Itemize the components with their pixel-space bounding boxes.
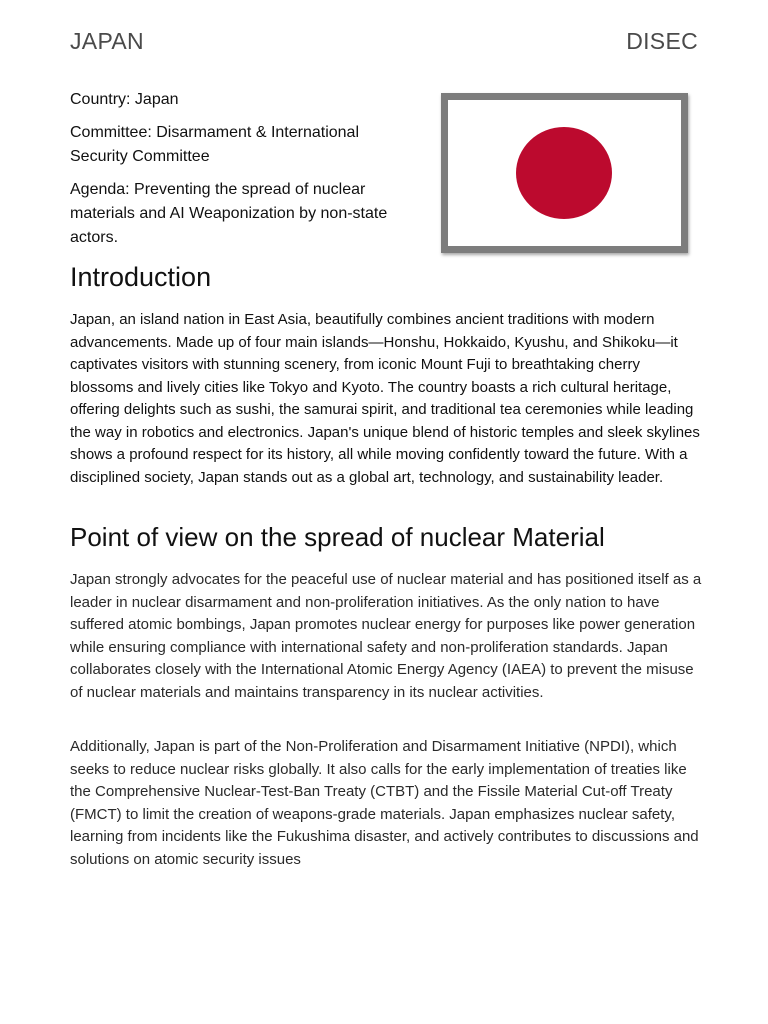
point-of-view-paragraph-2: Additionally, Japan is part of the Non-Proliferation and Disarmament Initiative (NPDI), which seeks to reduce nuclear risks globally. It also calls for the early implementation of treaties like the Comprehensive Nuclear-Test-Ban Treaty (CTBT) and the Fissile Material Cut-off Treaty (FMCT) to limit the creation of weapons-grade materials. Japan emphasizes nuclear safety, learning from incidents like the Fukushima disaster, and actively contributes to discussions and solutions on atomic security issues bbox=[70, 738, 699, 868]
agenda-line: Agenda: Preventing the spread of nuclear materials and AI Weaponization by non-state actors. bbox=[70, 181, 388, 246]
introduction-heading: Introduction bbox=[70, 262, 212, 292]
committee-line: Committee: Disarmament & International Security Committee bbox=[70, 124, 359, 165]
position-paper-meta bbox=[70, 88, 415, 259]
header-committee-code: DISEC bbox=[626, 28, 698, 54]
header-country-code: JAPAN bbox=[70, 28, 144, 54]
japan-flag-icon bbox=[441, 93, 688, 253]
introduction-paragraph: Japan, an island nation in East Asia, beautifully combines ancient traditions with modern advancements. Made up of four main islands—Honshu, Hokkaido, Kyushu, and Shikoku—it captivates visitors with stunning scenery, from iconic Mount Fuji to breathtaking cherry blossoms and lively cities like Tokyo and Kyoto. The country boasts a rich cultural heritage, offering delights such as sushi, the samurai spirit, and traditional tea ceremonies while leading the way in robotics and electronics. Japan's unique blend of historic temples and sleek skylines shows a profound respect for its history, all while moving confidently toward the future. With a disciplined society, Japan stands out as a global art, technology, and sustainability leader. bbox=[70, 311, 700, 486]
country-line: Country: Japan bbox=[70, 91, 179, 108]
point-of-view-paragraph-1: Japan strongly advocates for the peaceful use of nuclear material and has positioned itself as a leader in nuclear disarmament and non-proliferation initiatives. As the only nation to have suffered atomic bombings, Japan promotes nuclear energy for purposes like power generation while ensuring compliance with international safety and non-proliferation standards. Japan collaborates closely with the International Atomic Energy Agency (IAEA) to prevent the misuse of nuclear materials and maintains transparency in its nuclear activities. bbox=[70, 571, 702, 701]
point-of-view-heading: Point of view on the spread of nuclear Material bbox=[70, 522, 605, 552]
flag-red-disc bbox=[516, 127, 612, 219]
